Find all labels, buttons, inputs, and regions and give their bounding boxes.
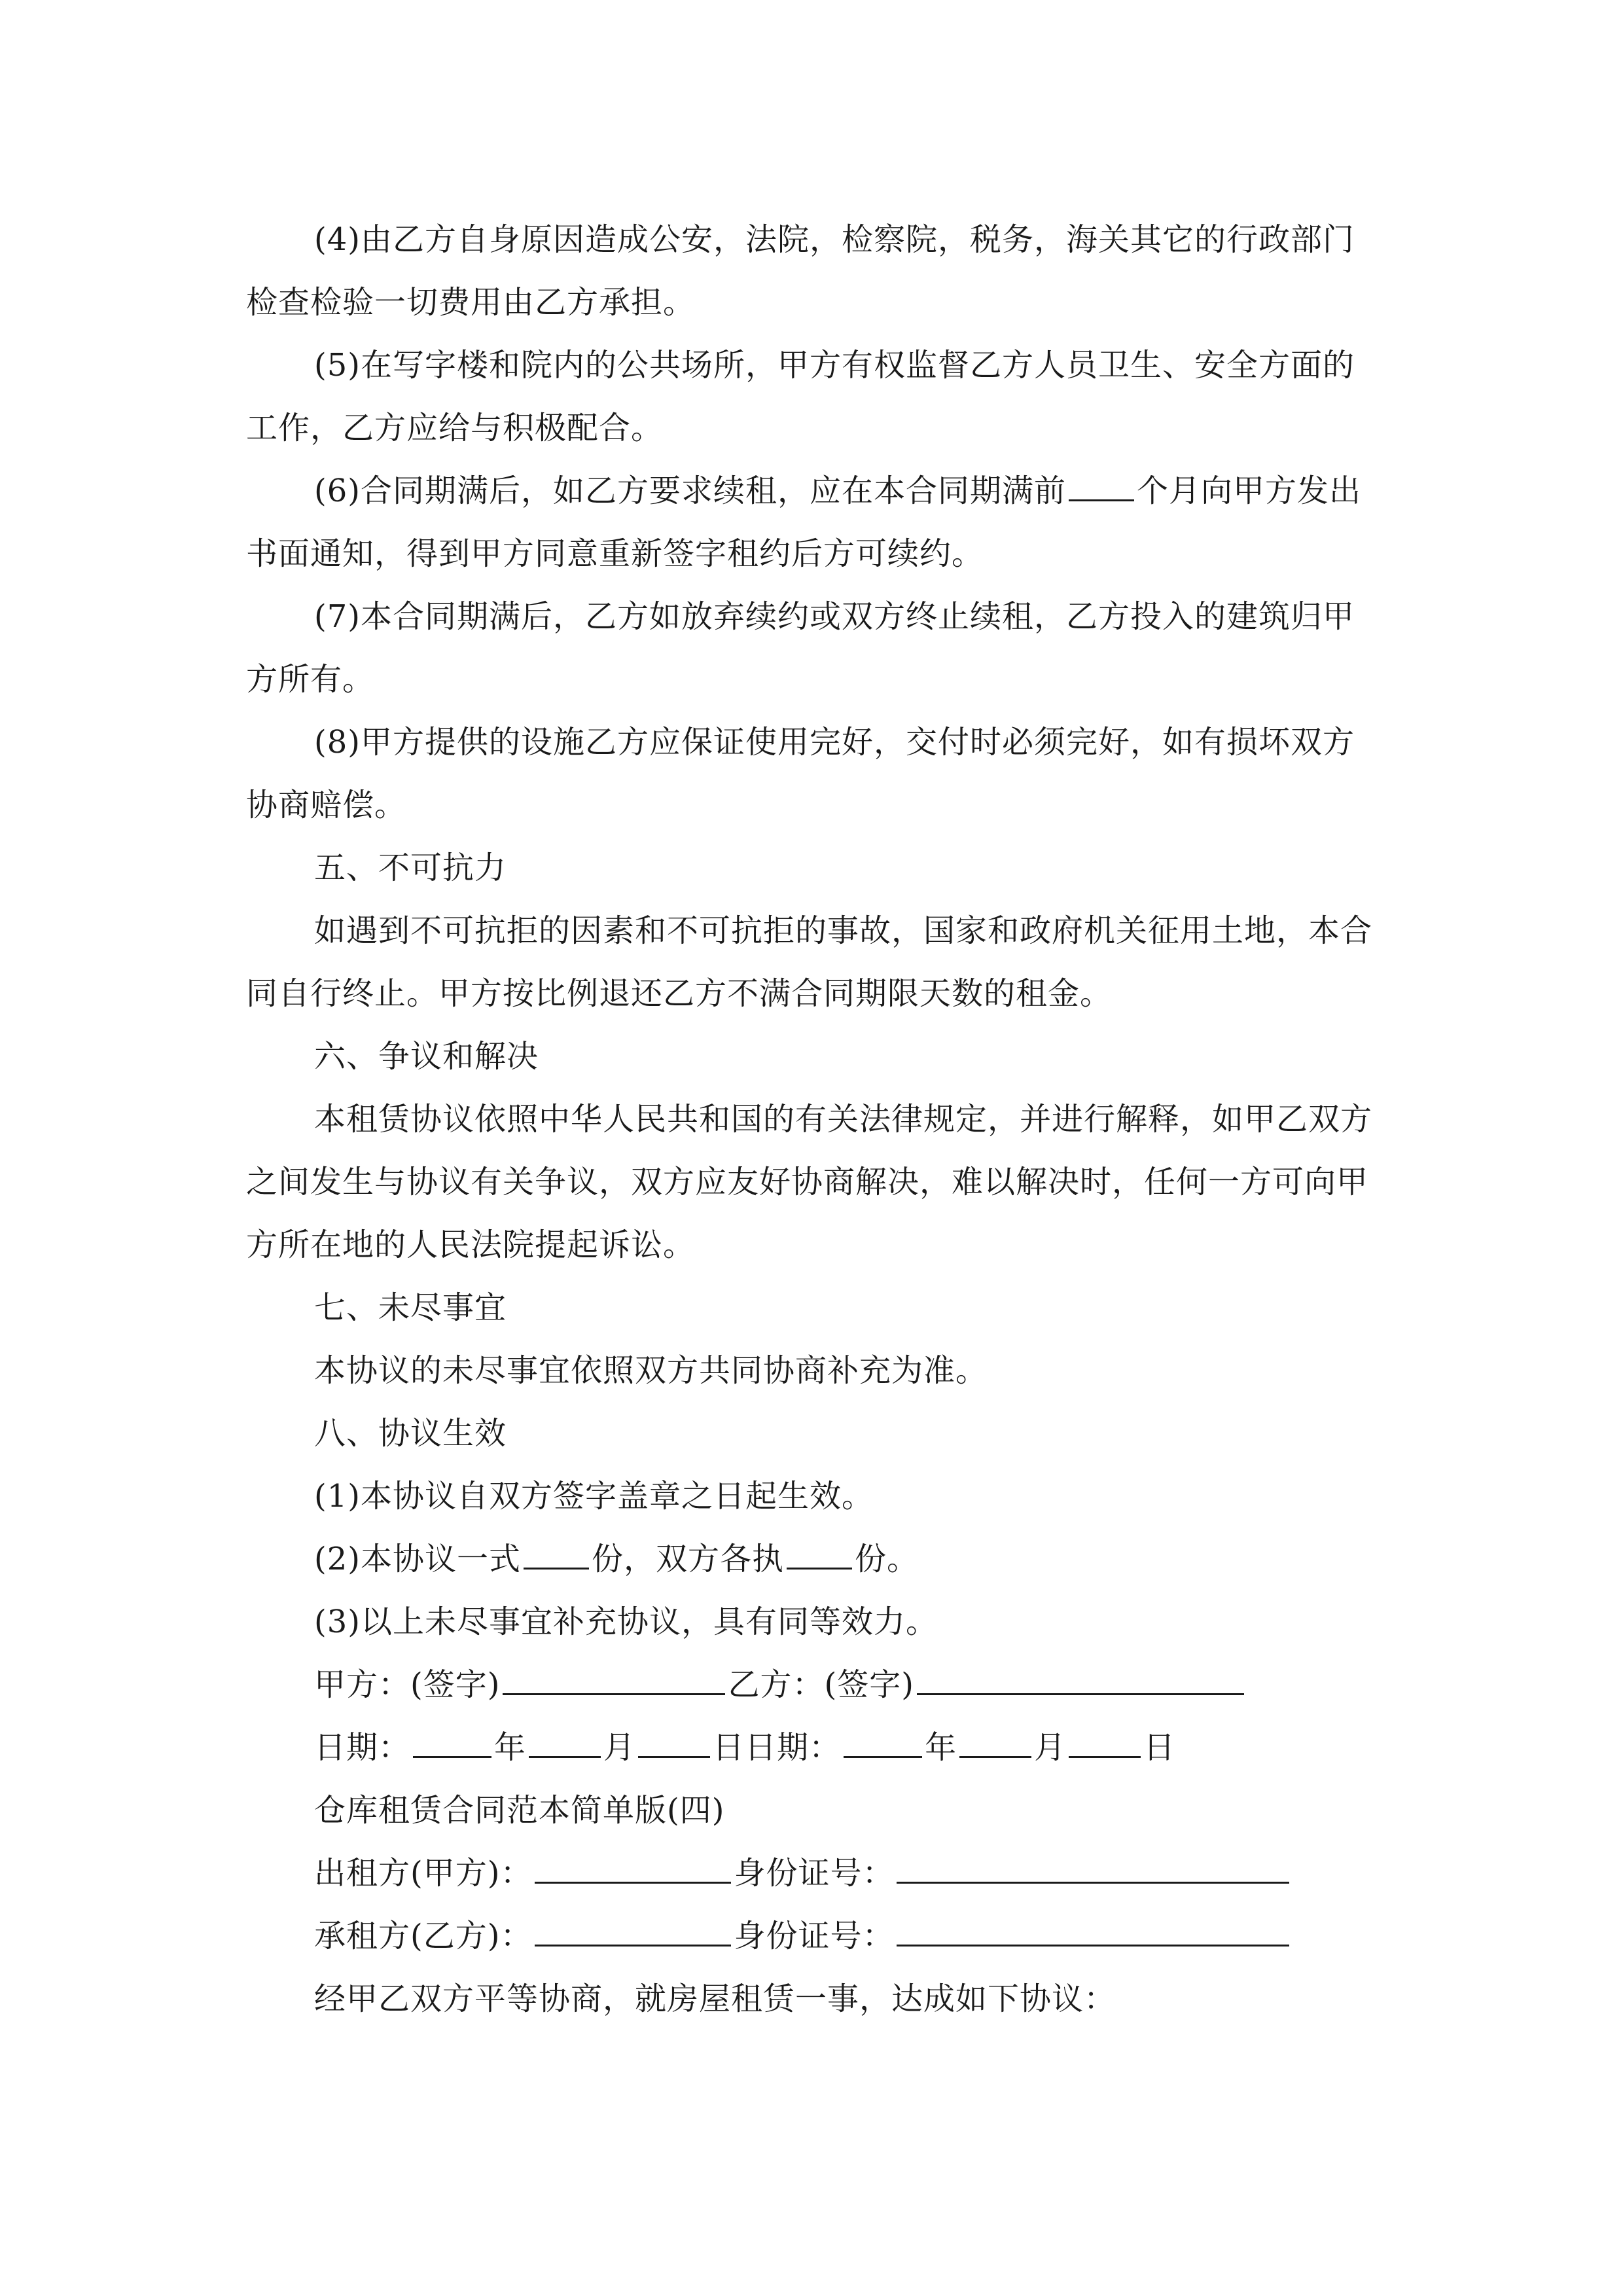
text: 身份证号： bbox=[734, 1918, 895, 1954]
clause-7-line-2 bbox=[246, 648, 1385, 711]
section-6-line-1 bbox=[246, 1088, 1385, 1151]
section-6-line-3 bbox=[246, 1213, 1385, 1276]
text: (1)本协议自双方签字盖章之日起生效。 bbox=[314, 1478, 874, 1515]
clause-8-line-1 bbox=[246, 711, 1385, 774]
text: 日 bbox=[1143, 1729, 1176, 1766]
text: (7)本合同期满后，乙方如放弃续约或双方终止续租，乙方投入的建筑归甲 bbox=[314, 598, 1355, 635]
text: 年 bbox=[925, 1729, 957, 1766]
section-8-heading bbox=[246, 1402, 1385, 1465]
clause-7-line-1 bbox=[246, 585, 1385, 648]
text: (2)本协议一式 bbox=[314, 1541, 521, 1577]
clause-5-line-1 bbox=[246, 334, 1385, 397]
text: 份。 bbox=[855, 1541, 919, 1577]
text: 日日期： bbox=[713, 1729, 842, 1766]
text: 七、未尽事宜 bbox=[314, 1289, 507, 1326]
day-blank-b bbox=[1069, 1730, 1141, 1758]
date-line bbox=[246, 1716, 1385, 1779]
text: 承租方(乙方)： bbox=[314, 1918, 533, 1954]
text: (4)由乙方自身原因造成公安，法院，检察院，税务，海关其它的行政部门 bbox=[314, 221, 1355, 258]
text: 检查检验一切费用由乙方承担。 bbox=[246, 284, 696, 321]
copies-each-blank bbox=[787, 1541, 852, 1570]
text: (5)在写字楼和院内的公共场所，甲方有权监督乙方人员卫生、安全方面的 bbox=[314, 347, 1355, 384]
text: 书面通知，得到甲方同意重新签字租约后方可续约。 bbox=[246, 535, 984, 572]
text: 身份证号： bbox=[734, 1855, 895, 1892]
lessee-line bbox=[246, 1905, 1385, 1967]
text: 五、不可抗力 bbox=[314, 850, 507, 886]
section-5-line-2 bbox=[246, 962, 1385, 1025]
year-blank-a bbox=[413, 1730, 491, 1758]
year-blank-b bbox=[844, 1730, 922, 1758]
section-7-heading bbox=[246, 1276, 1385, 1339]
text: (3)以上未尽事宜补充协议，具有同等效力。 bbox=[314, 1604, 938, 1640]
agreement-intro bbox=[246, 1967, 1385, 2030]
month-blank-b bbox=[959, 1730, 1031, 1758]
text: 日期： bbox=[314, 1729, 411, 1766]
text: 年 bbox=[494, 1729, 527, 1766]
party-a-signature-blank bbox=[503, 1667, 725, 1695]
text: 协商赔偿。 bbox=[246, 787, 407, 823]
lessee-name-blank bbox=[535, 1918, 731, 1946]
signature-line bbox=[246, 1653, 1385, 1716]
contract-title bbox=[246, 1779, 1385, 1842]
day-blank-a bbox=[638, 1730, 710, 1758]
text: 经甲乙双方平等协商，就房屋租赁一事，达成如下协议： bbox=[314, 1981, 1116, 2017]
section-7-line-1 bbox=[246, 1339, 1385, 1402]
section-6-line-2 bbox=[246, 1151, 1385, 1213]
text: 仓库租赁合同范本简单版(四) bbox=[314, 1792, 725, 1829]
text: 月 bbox=[1034, 1729, 1067, 1766]
section-8-item-2 bbox=[246, 1528, 1385, 1590]
text: 之间发生与协议有关争议，双方应友好协商解决，难以解决时，任何一方可向甲 bbox=[246, 1164, 1369, 1200]
copies-blank bbox=[524, 1541, 589, 1570]
clause-4-line-1 bbox=[246, 208, 1385, 271]
text: 本协议的未尽事宜依照双方共同协商补充为准。 bbox=[314, 1352, 988, 1389]
section-5-line-1 bbox=[246, 899, 1385, 962]
text: 工作，乙方应给与积极配合。 bbox=[246, 410, 664, 446]
clause-5-line-2 bbox=[246, 397, 1385, 459]
month-blank-a bbox=[529, 1730, 601, 1758]
lessor-id-blank bbox=[897, 1856, 1289, 1884]
lessee-id-blank bbox=[897, 1918, 1289, 1946]
clause-6-line-1 bbox=[246, 459, 1385, 522]
lessor-name-blank bbox=[535, 1856, 731, 1884]
text: 月 bbox=[603, 1729, 636, 1766]
text: 份，双方各执 bbox=[592, 1541, 785, 1577]
text: 方所有。 bbox=[246, 661, 375, 698]
document-body bbox=[246, 208, 1385, 2030]
text: 本租赁协议依照中华人民共和国的有关法律规定，并进行解释，如甲乙双方 bbox=[314, 1101, 1373, 1138]
party-b-signature-blank bbox=[917, 1667, 1244, 1695]
text: (8)甲方提供的设施乙方应保证使用完好，交付时必须完好，如有损坏双方 bbox=[314, 724, 1355, 761]
text: 甲方：(签字) bbox=[314, 1666, 501, 1703]
section-6-heading bbox=[246, 1025, 1385, 1088]
clause-6-line-2 bbox=[246, 522, 1385, 585]
clause-8-line-2 bbox=[246, 774, 1385, 836]
section-5-heading bbox=[246, 836, 1385, 899]
lessor-line bbox=[246, 1842, 1385, 1905]
text: 方所在地的人民法院提起诉讼。 bbox=[246, 1227, 696, 1263]
clause-4-line-2 bbox=[246, 271, 1385, 334]
text: 六、争议和解决 bbox=[314, 1038, 539, 1075]
text: 出租方(甲方)： bbox=[314, 1855, 533, 1892]
text: 个月向甲方发出 bbox=[1137, 473, 1362, 509]
section-8-item-1 bbox=[246, 1465, 1385, 1528]
text: 同自行终止。甲方按比例退还乙方不满合同期限天数的租金。 bbox=[246, 975, 1113, 1012]
text: 如遇到不可抗拒的因素和不可抗拒的事故，国家和政府机关征用土地，本合 bbox=[314, 912, 1373, 949]
text: 八、协议生效 bbox=[314, 1415, 507, 1452]
section-8-item-3 bbox=[246, 1590, 1385, 1653]
text: 乙方：(签字) bbox=[728, 1666, 914, 1703]
months-blank bbox=[1069, 473, 1134, 501]
text: (6)合同期满后，如乙方要求续租，应在本合同期满前 bbox=[314, 473, 1066, 509]
